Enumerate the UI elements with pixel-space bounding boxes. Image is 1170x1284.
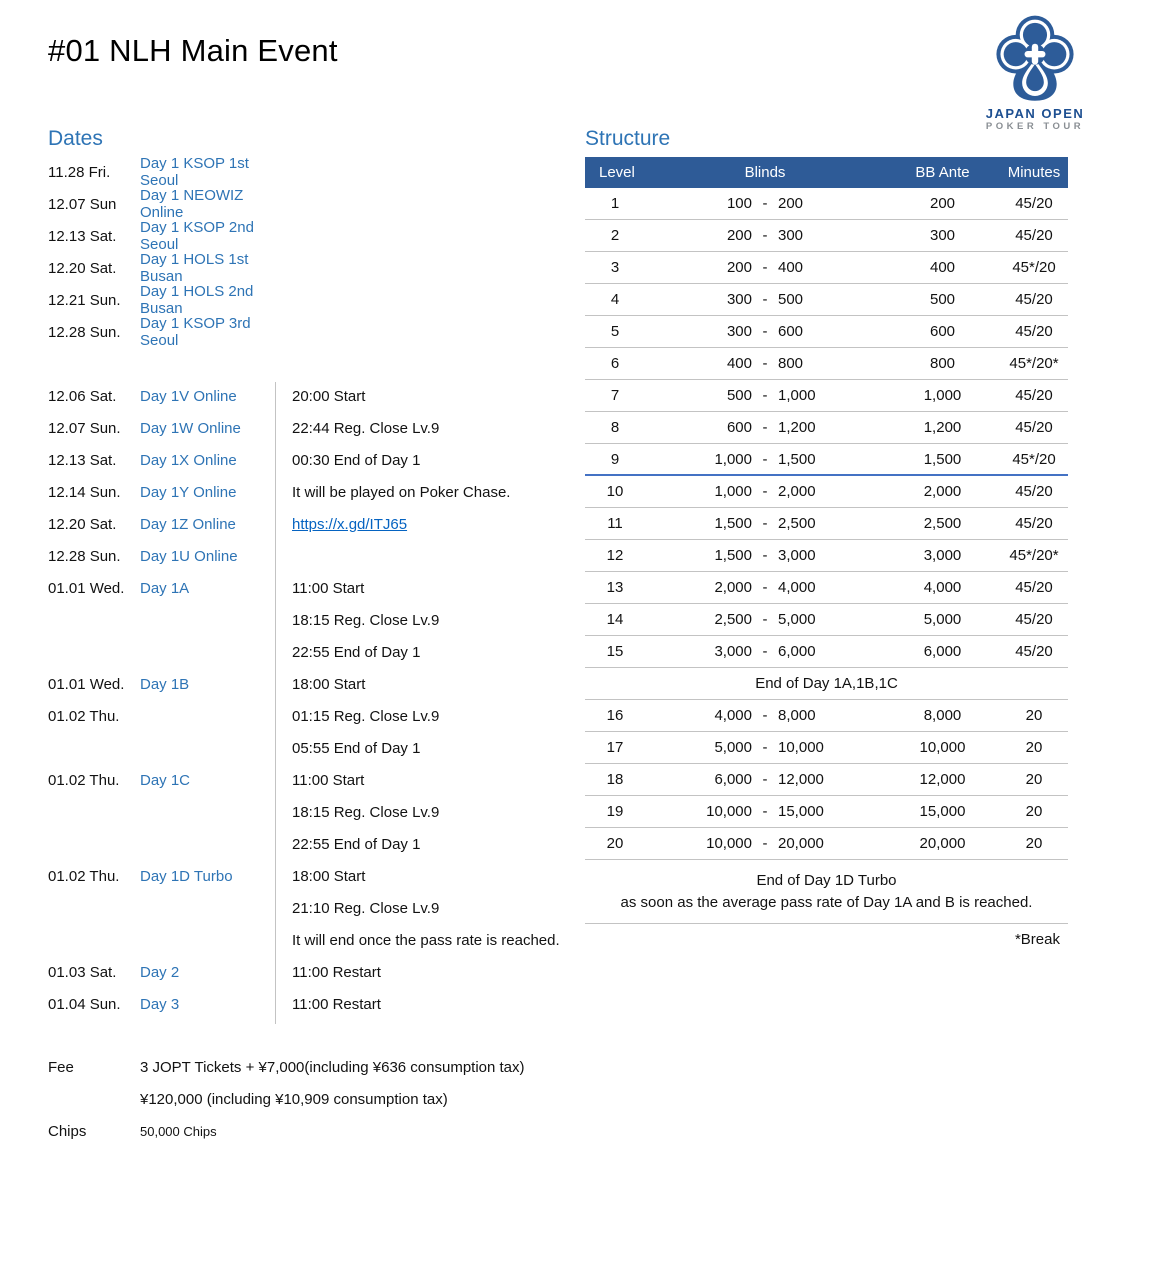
level-row bbox=[585, 700, 1068, 732]
level-row bbox=[585, 540, 1068, 572]
time-note: 22:55 End of Day 1 bbox=[292, 643, 421, 661]
fee-value-line1: 3 JOPT Tickets + ¥7,000(including ¥636 consumption tax) bbox=[140, 1058, 525, 1076]
big-blind: 300 bbox=[778, 227, 804, 244]
level-row bbox=[585, 284, 1068, 316]
minutes: 45/20 bbox=[1015, 611, 1053, 628]
time-note: 11:00 Restart bbox=[292, 963, 381, 981]
schedule-row bbox=[48, 924, 578, 956]
schedule-row bbox=[48, 540, 578, 572]
event-label: Day 1 HOLS 2nd Busan bbox=[140, 283, 254, 317]
end-of-day-note: End of Day 1A,1B,1C bbox=[585, 668, 1068, 700]
level-row bbox=[585, 220, 1068, 252]
big-blind: 4,000 bbox=[778, 579, 816, 596]
level-number: 3 bbox=[610, 259, 620, 276]
small-blind: 10,000 bbox=[706, 803, 752, 820]
blinds-cell bbox=[645, 291, 885, 308]
blinds-cell bbox=[645, 611, 885, 628]
level-number: 20 bbox=[606, 835, 624, 852]
small-blind: 3,000 bbox=[714, 643, 752, 660]
level-number: 17 bbox=[606, 739, 624, 756]
level-number: 18 bbox=[606, 771, 624, 788]
level-number: 6 bbox=[610, 355, 620, 372]
schedule-row bbox=[48, 572, 578, 604]
schedule-row bbox=[48, 892, 578, 924]
small-blind: 5,000 bbox=[714, 739, 752, 756]
event-label: Day 1B bbox=[140, 675, 190, 693]
small-blind: 600 bbox=[726, 419, 752, 436]
blinds-dash: - bbox=[762, 227, 768, 244]
schedule-row bbox=[48, 636, 578, 668]
blinds-dash: - bbox=[762, 835, 768, 852]
blinds-cell bbox=[645, 227, 885, 244]
page-title: #01 NLH Main Event bbox=[48, 33, 338, 68]
blinds-cell bbox=[645, 739, 885, 756]
small-blind: 2,000 bbox=[714, 579, 752, 596]
blinds-cell bbox=[645, 259, 885, 276]
big-blind: 12,000 bbox=[778, 771, 824, 788]
level-number: 10 bbox=[606, 483, 624, 500]
big-blind: 20,000 bbox=[778, 835, 824, 852]
level-number: 14 bbox=[606, 611, 624, 628]
time-note: It will be played on Poker Chase. bbox=[292, 483, 511, 501]
minutes: 45*/20 bbox=[1012, 450, 1056, 468]
schedule-row bbox=[48, 252, 578, 284]
date-label: 01.04 Sun. bbox=[48, 995, 121, 1013]
small-blind: 1,500 bbox=[714, 515, 752, 532]
bb-ante: 400 bbox=[929, 259, 956, 276]
blinds-dash: - bbox=[762, 771, 768, 788]
level-row bbox=[585, 444, 1068, 476]
schedule-row bbox=[48, 476, 578, 508]
dates-heading: Dates bbox=[48, 127, 103, 150]
column-header-minutes: Minutes bbox=[1007, 164, 1061, 181]
level-number: 4 bbox=[610, 291, 620, 308]
blinds-cell bbox=[645, 387, 885, 404]
chips-value: 50,000 Chips bbox=[140, 1123, 217, 1139]
minutes: 45*/20* bbox=[1009, 547, 1059, 564]
end-of-day1d-note bbox=[585, 860, 1068, 924]
blinds-cell bbox=[645, 515, 885, 532]
schedule-row bbox=[48, 700, 578, 732]
level-number: 8 bbox=[610, 419, 620, 436]
time-note: 20:00 Start bbox=[292, 387, 366, 405]
blinds-dash: - bbox=[762, 547, 768, 564]
schedule-row bbox=[48, 732, 578, 764]
date-label: 12.28 Sun. bbox=[48, 547, 121, 565]
blinds-cell bbox=[645, 323, 885, 340]
schedule-row bbox=[48, 220, 578, 252]
time-note: 01:15 Reg. Close Lv.9 bbox=[292, 707, 440, 725]
minutes: 45/20 bbox=[1015, 291, 1053, 308]
small-blind: 1,500 bbox=[714, 547, 752, 564]
level-row bbox=[585, 412, 1068, 444]
blinds-cell bbox=[645, 579, 885, 596]
minutes: 20 bbox=[1025, 803, 1043, 820]
schedule-row bbox=[48, 764, 578, 796]
small-blind: 300 bbox=[726, 291, 752, 308]
date-label: 12.07 Sun bbox=[48, 195, 117, 213]
event-label: Day 1 HOLS 1st Busan bbox=[140, 251, 249, 285]
blinds-cell bbox=[645, 195, 885, 212]
bb-ante: 5,000 bbox=[923, 611, 962, 628]
date-label: 12.13 Sat. bbox=[48, 227, 117, 245]
small-blind: 500 bbox=[726, 387, 752, 404]
blinds-dash: - bbox=[762, 803, 768, 820]
blinds-dash: - bbox=[762, 291, 768, 308]
schedule-row bbox=[48, 284, 578, 316]
minutes: 45/20 bbox=[1015, 419, 1053, 436]
small-blind: 1,000 bbox=[714, 483, 752, 500]
jopt-logo bbox=[980, 14, 1090, 132]
level-row bbox=[585, 348, 1068, 380]
dates-list-day1-flights bbox=[48, 156, 578, 348]
schedule-row bbox=[48, 988, 578, 1020]
time-note: 11:00 Start bbox=[292, 771, 365, 789]
blinds-cell bbox=[645, 643, 885, 660]
big-blind: 3,000 bbox=[778, 547, 816, 564]
event-label: Day 1A bbox=[140, 579, 190, 597]
event-label: Day 1 KSOP 3rd Seoul bbox=[140, 315, 251, 349]
schedule-row bbox=[48, 668, 578, 700]
level-number: 1 bbox=[610, 195, 620, 212]
event-label: Day 1U Online bbox=[140, 547, 238, 565]
level-number: 16 bbox=[606, 707, 624, 724]
schedule-row bbox=[48, 156, 578, 188]
schedule-row bbox=[48, 796, 578, 828]
blinds-dash: - bbox=[762, 579, 768, 596]
schedule-row bbox=[48, 956, 578, 988]
bb-ante: 2,000 bbox=[923, 483, 962, 500]
bb-ante: 1,000 bbox=[923, 387, 962, 404]
level-row bbox=[585, 252, 1068, 284]
date-label: 01.02 Thu. bbox=[48, 771, 120, 789]
blinds-dash: - bbox=[762, 259, 768, 276]
blinds-cell bbox=[645, 355, 885, 372]
end-of-day1d-line1: End of Day 1D Turbo bbox=[756, 871, 897, 889]
level-row bbox=[585, 476, 1068, 508]
big-blind: 10,000 bbox=[778, 739, 824, 756]
break-note: *Break bbox=[1014, 931, 1060, 948]
club-logo-icon bbox=[994, 14, 1076, 104]
bb-ante: 1,500 bbox=[923, 450, 962, 468]
big-blind: 2,000 bbox=[778, 483, 816, 500]
date-label: 12.21 Sun. bbox=[48, 291, 121, 309]
schedule-row bbox=[48, 828, 578, 860]
time-note: 11:00 Restart bbox=[292, 995, 381, 1013]
big-blind: 400 bbox=[778, 259, 804, 276]
fee-label: Fee bbox=[48, 1058, 74, 1076]
level-row bbox=[585, 636, 1068, 668]
event-label: Day 1Y Online bbox=[140, 483, 237, 501]
blinds-dash: - bbox=[762, 707, 768, 724]
level-number: 15 bbox=[606, 643, 624, 660]
date-label: 12.28 Sun. bbox=[48, 323, 121, 341]
time-note bbox=[282, 516, 578, 533]
small-blind: 400 bbox=[726, 355, 752, 372]
minutes: 45*/20* bbox=[1009, 355, 1059, 372]
bb-ante: 15,000 bbox=[919, 803, 966, 820]
blinds-dash: - bbox=[762, 387, 768, 404]
small-blind: 200 bbox=[726, 259, 752, 276]
date-label: 12.06 Sat. bbox=[48, 387, 117, 405]
bb-ante: 2,500 bbox=[923, 515, 962, 532]
column-header-bb-ante: BB Ante bbox=[915, 164, 970, 181]
structure-table-body bbox=[585, 188, 1068, 956]
schedule-row bbox=[48, 604, 578, 636]
bb-ante: 600 bbox=[929, 323, 956, 340]
level-row bbox=[585, 508, 1068, 540]
event-label: Day 1X Online bbox=[140, 451, 237, 469]
blinds-cell bbox=[645, 771, 885, 788]
logo-text-line2: POKER TOUR bbox=[985, 121, 1085, 132]
structure-heading: Structure bbox=[585, 127, 671, 150]
level-row bbox=[585, 732, 1068, 764]
chips-label: Chips bbox=[48, 1122, 87, 1140]
big-blind: 8,000 bbox=[778, 707, 816, 724]
vertical-divider bbox=[275, 382, 276, 1024]
bb-ante: 300 bbox=[929, 227, 956, 244]
level-row bbox=[585, 188, 1068, 220]
big-blind: 1,000 bbox=[778, 387, 816, 404]
blinds-cell bbox=[645, 451, 885, 468]
blinds-dash: - bbox=[762, 611, 768, 628]
date-label: 01.02 Thu. bbox=[48, 867, 120, 885]
event-label: Day 3 bbox=[140, 995, 180, 1013]
level-number: 19 bbox=[606, 803, 624, 820]
big-blind: 2,500 bbox=[778, 515, 816, 532]
blinds-dash: - bbox=[762, 450, 768, 468]
date-label: 11.28 Fri. bbox=[48, 163, 111, 181]
blinds-dash: - bbox=[762, 323, 768, 340]
date-label: 12.20 Sat. bbox=[48, 259, 117, 277]
minutes: 45/20 bbox=[1015, 323, 1053, 340]
blinds-dash: - bbox=[762, 419, 768, 436]
column-header-level: Level bbox=[599, 164, 635, 181]
dates-list-schedule bbox=[48, 380, 578, 1020]
minutes: 45/20 bbox=[1015, 483, 1053, 500]
time-note: 18:00 Start bbox=[292, 675, 366, 693]
date-label: 12.14 Sun. bbox=[48, 483, 121, 501]
big-blind: 500 bbox=[778, 291, 804, 308]
level-number: 2 bbox=[610, 227, 620, 244]
small-blind: 1,000 bbox=[714, 450, 752, 468]
bb-ante: 6,000 bbox=[923, 643, 962, 660]
event-label: Day 1 NEOWIZ Online bbox=[140, 187, 244, 221]
date-label: 12.07 Sun. bbox=[48, 419, 121, 437]
online-link[interactable]: https://x.gd/ITJ65 bbox=[292, 515, 408, 533]
small-blind: 10,000 bbox=[706, 835, 752, 852]
blinds-cell bbox=[645, 547, 885, 564]
blinds-dash: - bbox=[762, 643, 768, 660]
blinds-dash: - bbox=[762, 195, 768, 212]
bb-ante: 200 bbox=[929, 195, 956, 212]
schedule-row bbox=[48, 316, 578, 348]
date-label: 12.20 Sat. bbox=[48, 515, 117, 533]
bb-ante: 500 bbox=[929, 291, 956, 308]
level-number: 13 bbox=[606, 579, 624, 596]
bb-ante: 4,000 bbox=[923, 579, 962, 596]
fee-row bbox=[48, 1051, 748, 1083]
small-blind: 100 bbox=[726, 195, 752, 212]
time-note: 00:30 End of Day 1 bbox=[292, 451, 421, 469]
level-row bbox=[585, 796, 1068, 828]
time-note: 11:00 Start bbox=[292, 579, 365, 597]
event-label: Day 1W Online bbox=[140, 419, 241, 437]
minutes: 20 bbox=[1025, 771, 1043, 788]
schedule-row bbox=[48, 860, 578, 892]
blinds-dash: - bbox=[762, 483, 768, 500]
big-blind: 15,000 bbox=[778, 803, 824, 820]
minutes: 20 bbox=[1025, 835, 1043, 852]
logo-text-line1: JAPAN OPEN bbox=[985, 106, 1085, 121]
big-blind: 600 bbox=[778, 323, 804, 340]
event-label: Day 1 KSOP 2nd Seoul bbox=[140, 219, 254, 253]
schedule-row bbox=[48, 444, 578, 476]
blinds-dash: - bbox=[762, 355, 768, 372]
small-blind: 300 bbox=[726, 323, 752, 340]
big-blind: 1,200 bbox=[778, 419, 816, 436]
level-row bbox=[585, 764, 1068, 796]
minutes: 20 bbox=[1025, 707, 1043, 724]
level-row bbox=[585, 828, 1068, 860]
bb-ante: 3,000 bbox=[923, 547, 962, 564]
schedule-row bbox=[48, 380, 578, 412]
chips-row bbox=[48, 1115, 748, 1147]
event-label: Day 1Z Online bbox=[140, 515, 236, 533]
blinds-cell bbox=[645, 707, 885, 724]
column-header-blinds: Blinds bbox=[744, 164, 786, 181]
blinds-cell bbox=[645, 835, 885, 852]
minutes: 45/20 bbox=[1015, 387, 1053, 404]
schedule-row bbox=[48, 412, 578, 444]
level-number: 12 bbox=[606, 547, 624, 564]
date-label: 01.02 Thu. bbox=[48, 707, 120, 725]
blinds-cell bbox=[645, 419, 885, 436]
bb-ante: 12,000 bbox=[919, 771, 966, 788]
minutes: 20 bbox=[1025, 739, 1043, 756]
date-label: 01.01 Wed. bbox=[48, 579, 125, 597]
blinds-dash: - bbox=[762, 739, 768, 756]
event-label: Day 1D Turbo bbox=[140, 867, 233, 885]
time-note: 18:15 Reg. Close Lv.9 bbox=[292, 611, 440, 629]
schedule-row bbox=[48, 188, 578, 220]
level-number: 7 bbox=[610, 387, 620, 404]
minutes: 45/20 bbox=[1015, 643, 1053, 660]
time-note: 18:00 Start bbox=[292, 867, 366, 885]
schedule-row bbox=[48, 508, 578, 540]
minutes: 45*/20 bbox=[1012, 259, 1056, 276]
time-note: 18:15 Reg. Close Lv.9 bbox=[292, 803, 440, 821]
minutes: 45/20 bbox=[1015, 579, 1053, 596]
fee-row-2 bbox=[48, 1083, 748, 1115]
date-label: 01.01 Wed. bbox=[48, 675, 125, 693]
event-label: Day 1V Online bbox=[140, 387, 237, 405]
big-blind: 800 bbox=[778, 355, 804, 372]
blinds-cell bbox=[645, 803, 885, 820]
bb-ante: 10,000 bbox=[919, 739, 966, 756]
bb-ante: 800 bbox=[929, 355, 956, 372]
time-note: 22:55 End of Day 1 bbox=[292, 835, 421, 853]
event-label: Day 1C bbox=[140, 771, 191, 789]
blinds-cell bbox=[645, 483, 885, 500]
bb-ante: 8,000 bbox=[923, 707, 962, 724]
blinds-dash: - bbox=[762, 515, 768, 532]
date-label: 12.13 Sat. bbox=[48, 451, 117, 469]
bb-ante: 20,000 bbox=[919, 835, 966, 852]
level-row bbox=[585, 316, 1068, 348]
footer-info bbox=[48, 1051, 748, 1147]
bb-ante: 1,200 bbox=[923, 419, 962, 436]
big-blind: 200 bbox=[778, 195, 804, 212]
small-blind: 2,500 bbox=[714, 611, 752, 628]
minutes: 45/20 bbox=[1015, 227, 1053, 244]
level-number: 9 bbox=[610, 450, 620, 468]
structure-table bbox=[585, 157, 1068, 956]
small-blind: 4,000 bbox=[714, 707, 752, 724]
big-blind: 1,500 bbox=[778, 450, 816, 468]
level-number: 5 bbox=[610, 323, 620, 340]
time-note: 21:10 Reg. Close Lv.9 bbox=[292, 899, 440, 917]
level-row bbox=[585, 604, 1068, 636]
level-row bbox=[585, 572, 1068, 604]
fee-value-line2: ¥120,000 (including ¥10,909 consumption tax) bbox=[140, 1090, 448, 1108]
big-blind: 5,000 bbox=[778, 611, 816, 628]
time-note: 05:55 End of Day 1 bbox=[292, 739, 421, 757]
minutes: 45/20 bbox=[1015, 515, 1053, 532]
event-label: Day 1 KSOP 1st Seoul bbox=[140, 155, 249, 189]
event-label: Day 2 bbox=[140, 963, 180, 981]
time-note: 22:44 Reg. Close Lv.9 bbox=[292, 419, 440, 437]
level-row bbox=[585, 380, 1068, 412]
end-of-day1d-line2: as soon as the average pass rate of Day 1A and B is reached. bbox=[620, 893, 1033, 911]
minutes: 45/20 bbox=[1015, 195, 1053, 212]
date-label: 01.03 Sat. bbox=[48, 963, 117, 981]
time-note: It will end once the pass rate is reached. bbox=[292, 931, 560, 949]
level-number: 11 bbox=[607, 515, 623, 532]
small-blind: 200 bbox=[726, 227, 752, 244]
big-blind: 6,000 bbox=[778, 643, 816, 660]
small-blind: 6,000 bbox=[714, 771, 752, 788]
structure-table-header bbox=[585, 157, 1068, 188]
